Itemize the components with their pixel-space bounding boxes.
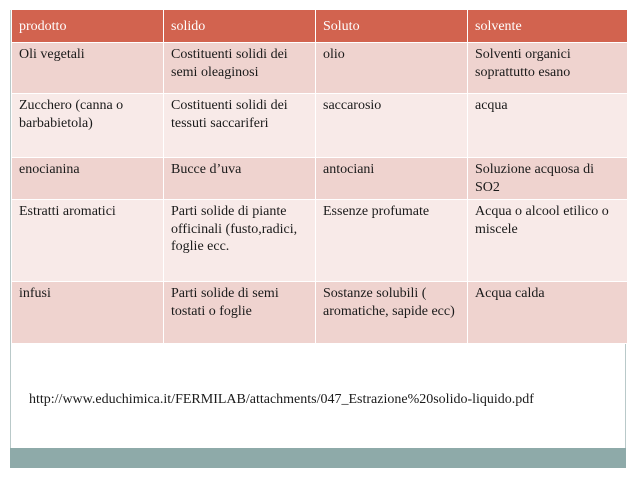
- cell-soluto: saccarosio: [316, 94, 468, 158]
- cell-solido: Costituenti solidi dei semi oleaginosi: [164, 43, 316, 94]
- source-link[interactable]: http://www.educhimica.it/FERMILAB/attachments/047_Estrazione%20solido-liquido.pdf: [29, 392, 534, 407]
- cell-prodotto: enocianina: [12, 158, 164, 200]
- cell-prodotto: infusi: [12, 282, 164, 344]
- cell-soluto: antociani: [316, 158, 468, 200]
- cell-solvente: Soluzione acquosa di SO2: [468, 158, 628, 200]
- table-row: [12, 200, 628, 282]
- header-solido: solido: [164, 10, 316, 43]
- cell-solido: Parti solide di semi tostati o foglie: [164, 282, 316, 344]
- cell-solido: Parti solide di piante officinali (fusto,radici, foglie ecc.: [164, 200, 316, 282]
- cell-solido: Costituenti solidi dei tessuti saccariferi: [164, 94, 316, 158]
- cell-prodotto: Estratti aromatici: [12, 200, 164, 282]
- cell-solido: Bucce d’uva: [164, 158, 316, 200]
- header-prodotto: prodotto: [12, 10, 164, 43]
- header-soluto: Soluto: [316, 10, 468, 43]
- cell-soluto: Sostanze solubili ( aromatiche, sapide ecc): [316, 282, 468, 344]
- table-row: [12, 43, 628, 94]
- cell-solvente: Solventi organici soprattutto esano: [468, 43, 628, 94]
- cell-prodotto: Oli vegetali: [12, 43, 164, 94]
- cell-solvente: acqua: [468, 94, 628, 158]
- cell-solvente: Acqua calda: [468, 282, 628, 344]
- extraction-table: [11, 9, 628, 344]
- header-solvente: solvente: [468, 10, 628, 43]
- cell-soluto: Essenze profumate: [316, 200, 468, 282]
- table-row: [12, 94, 628, 158]
- cell-soluto: olio: [316, 43, 468, 94]
- table-row: [12, 158, 628, 200]
- table-header-row: [12, 10, 628, 43]
- cell-prodotto: Zucchero (canna o barbabietola): [12, 94, 164, 158]
- footer-bar: [10, 448, 626, 468]
- table-row: [12, 282, 628, 344]
- cell-solvente: Acqua o alcool etilico o miscele: [468, 200, 628, 282]
